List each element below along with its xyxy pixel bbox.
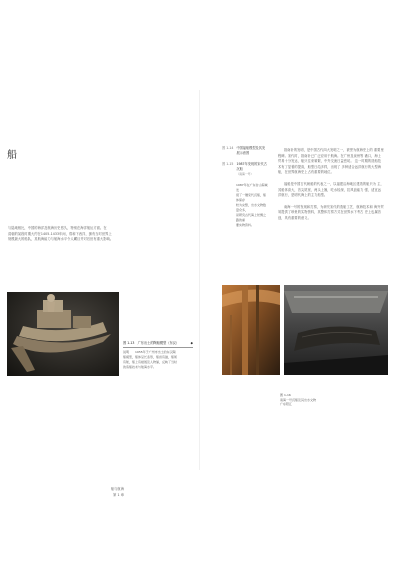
right-page <box>200 0 400 564</box>
left-folio <box>102 487 124 498</box>
side-note-line: 较为完整，出水文物数量众多， <box>236 203 267 212</box>
body-line: 港口，海上贸易十分发达，船只往来频繁，中外交流日益密切。 <box>278 153 382 164</box>
intro-line: 规模最大的船队，其航海能力与航海水平令人瞩目并对后世有重大影响。 <box>8 237 114 242</box>
body-line: 多种适合远洋航行的大型海船，在世界航海史上占有重要的地位。 <box>278 164 382 175</box>
body-line: 主，其船体高大，首尖尾宽，两头上翘，吃水较深，抗风浪能力 <box>278 181 384 192</box>
figure-caption-text <box>123 350 193 370</box>
photo-caption-line: 南海一号沉船及其出水文物 <box>280 397 317 402</box>
boat-model-illustration <box>7 292 119 376</box>
side-note-sub: （南海一号） <box>236 172 254 176</box>
intro-line: 与陆地相比，中国的海洋及航海历史悠久，特别在海洋航运方面。在 <box>8 226 107 230</box>
side-note-text: 中国福船模型及其发展示意图 <box>236 146 266 155</box>
hull-illustration <box>284 285 388 375</box>
body-paragraph <box>278 148 384 176</box>
figure-caption-title: 图 1-13 广东出土的陶船模型（东汉） <box>123 341 180 345</box>
shipwreck-hull-photo <box>284 285 388 375</box>
mast-illustration <box>222 285 280 375</box>
boat-model-photo <box>7 292 119 376</box>
side-note-line: 现了一艘宋代沉船，船体保存 <box>236 193 267 202</box>
body-paragraph <box>278 182 384 199</box>
side-notes <box>222 146 268 228</box>
body-paragraph <box>278 205 384 222</box>
photo-caption <box>280 393 320 407</box>
chapter-character: 船 <box>7 150 17 161</box>
side-note-paragraph <box>236 183 268 228</box>
folio-line: 第 1 章 <box>113 492 124 497</box>
caption-line: 船模型，船体呈长条形，船首有锚，船尾 <box>123 355 178 359</box>
body-line: 重要里程碑。宋代时，指南针已广泛应用于航海。在广州及泉州等 <box>278 148 384 158</box>
intro-line: 清朝的某段时期大约在1405-1433年间，郑和下西洋，拥有当时世界上 <box>8 231 112 236</box>
body-line: 海外贸易提供了珍贵的实物资料，其整体打捞方式在世界水下考古 <box>278 204 384 215</box>
side-note-line: 要实物资料。 <box>236 223 255 227</box>
side-note-number: 图 1-15 <box>222 162 234 166</box>
caption-line: 有舵，船上有楼阁及人物俑，反映了当时 <box>123 360 178 364</box>
body-line: 南海一号的发现和打捞，为研究宋代的造船工艺、航海技术和 <box>284 204 373 209</box>
body-line: 强，适宜远洋航行，是明代海上的主力船型。 <box>278 187 382 198</box>
side-note-text: 1987年发现的宋代古沉船 <box>236 162 267 171</box>
body-line: 指南针的发明，是中国古代四大发明之一，被誉为航海史上的 <box>284 148 373 152</box>
intro-paragraph <box>8 226 194 243</box>
caption-line: 的造船技术与航海水平。 <box>123 365 157 369</box>
body-line: 福船是中国古代帆船的代表之一，以福建沿海地区建造的船只为 <box>284 181 377 186</box>
side-note <box>222 162 268 177</box>
folio-line: 船与航海 <box>110 487 124 491</box>
body-line: 史上也属首创，具有重要的意义。 <box>278 210 382 220</box>
side-note <box>222 146 268 156</box>
body-line: 这一时期的造船技术有了显著的提高，船型日趋多样，出现了 <box>278 159 382 169</box>
body-text <box>278 148 384 228</box>
photo-caption-line: 图 1-16 <box>280 393 291 397</box>
caption-marker: ◆ <box>190 340 193 345</box>
figure-caption <box>123 340 193 370</box>
side-note-line: 1987年在广东台山海域发 <box>236 183 268 192</box>
photo-caption-line: 广东阳江 <box>280 402 293 407</box>
side-note-line: 是研究古代海上丝绸之路的重 <box>236 213 267 222</box>
wooden-mast-photo <box>222 285 280 375</box>
caption-line: 说明 1955年于广州市出土的东汉陶 <box>123 350 176 354</box>
side-note-number: 图 1-14 <box>222 146 234 150</box>
caption-rule <box>123 347 193 348</box>
